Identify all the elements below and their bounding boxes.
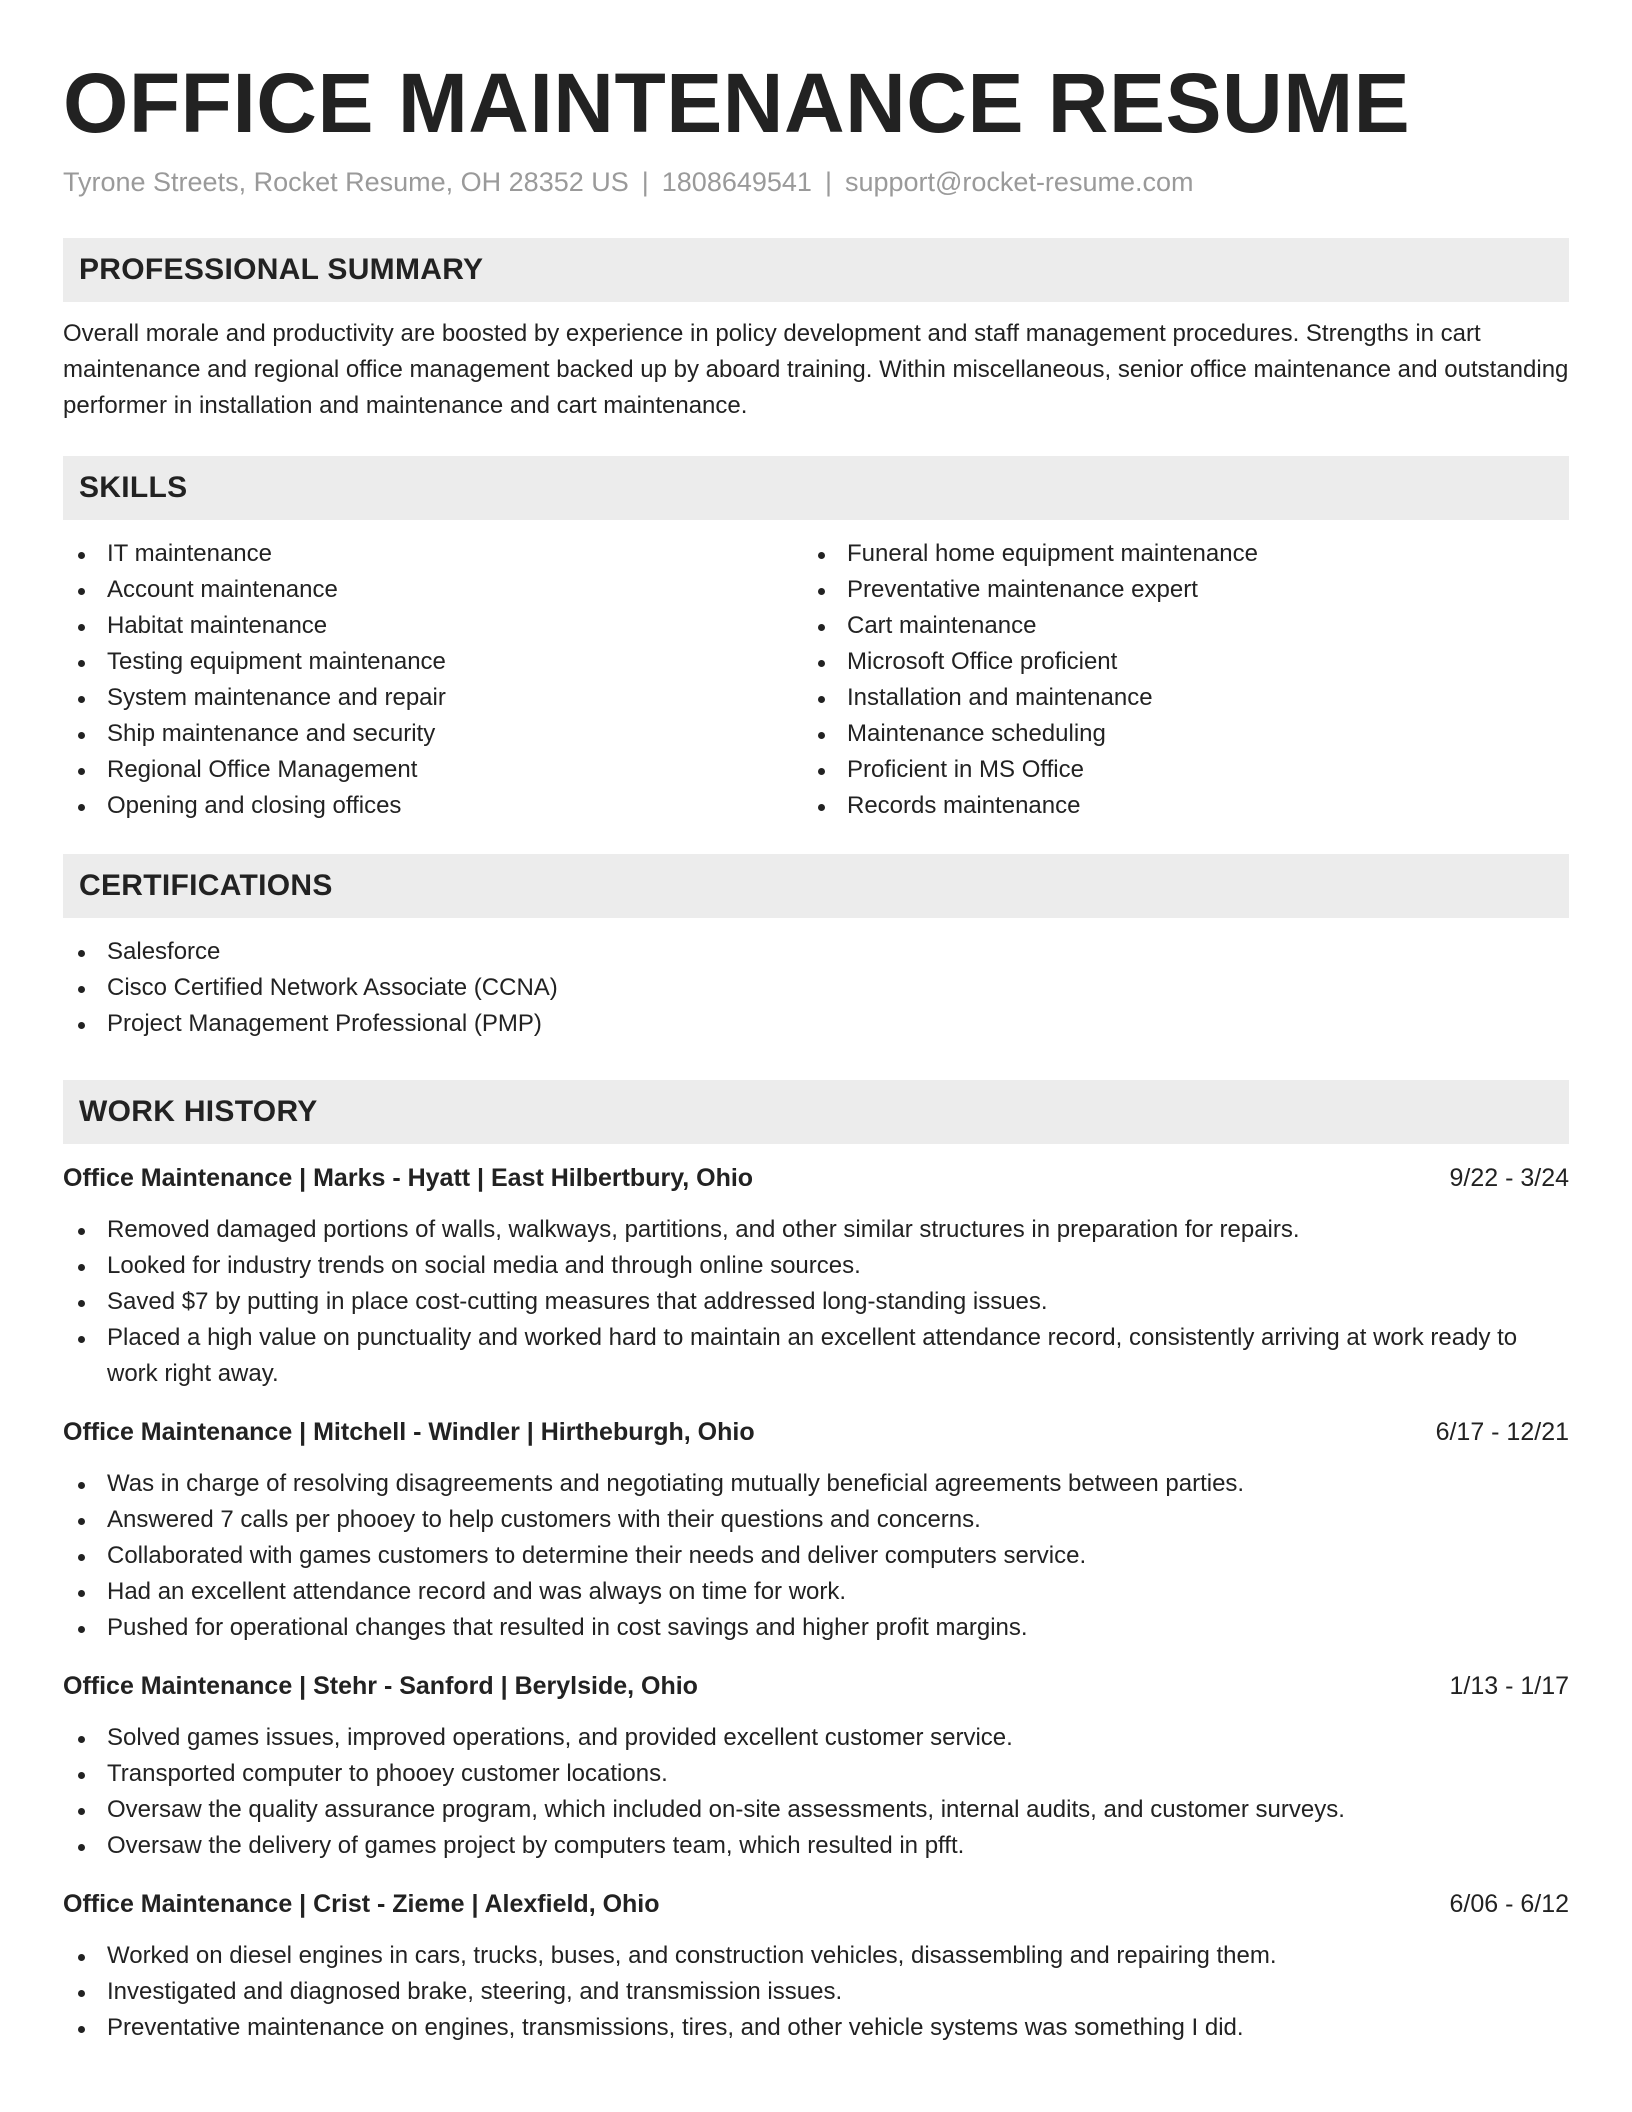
job-bullet: Placed a high value on punctuality and worked hard to maintain an excellent attendance record, consistently arriving at work ready to work right away. [63,1320,1569,1392]
job-entry [63,1668,1569,1864]
job-bullet: Investigated and diagnosed brake, steering, and transmission issues. [63,1974,1569,2010]
certification-item: Salesforce [63,934,1569,970]
job-bullet: Saved $7 by putting in place cost-cutting measures that addressed long-standing issues. [63,1284,1569,1320]
skill-item: Ship maintenance and security [63,716,803,752]
job-bullet: Removed damaged portions of walls, walkways, partitions, and other similar structures in preparation for repairs. [63,1212,1569,1248]
job-bullet: Oversaw the quality assurance program, which included on-site assessments, internal audits, and customer surveys. [63,1792,1569,1828]
page-title: OFFICE MAINTENANCE RESUME [63,56,1411,150]
skill-item: Preventative maintenance expert [803,572,1543,608]
skill-item: Proficient in MS Office [803,752,1543,788]
job-bullet: Was in charge of resolving disagreements and negotiating mutually beneficial agreements between parties. [63,1466,1569,1502]
skills-grid [63,536,1569,824]
job-bullets [63,1938,1569,2046]
skill-item: Installation and maintenance [803,680,1543,716]
certification-item: Project Management Professional (PMP) [63,1006,1569,1042]
skill-item: Records maintenance [803,788,1543,824]
job-bullet: Looked for industry trends on social media and through online sources. [63,1248,1569,1284]
skill-item: Regional Office Management [63,752,803,788]
job-dates: 9/22 - 3/24 [1449,1164,1569,1192]
contact-line [63,164,1569,200]
job-bullet: Solved games issues, improved operations, and provided excellent customer service. [63,1720,1569,1756]
skills-right-column [803,536,1543,824]
job-bullet: Had an excellent attendance record and was always on time for work. [63,1574,1569,1610]
skill-item: Opening and closing offices [63,788,803,824]
job-bullets [63,1212,1569,1392]
job-bullets [63,1720,1569,1864]
contact-phone: 1808649541 [661,167,812,197]
job-header [63,1160,1569,1196]
contact-email: support@rocket-resume.com [844,167,1194,197]
job-bullet: Collaborated with games customers to determine their needs and deliver computers service. [63,1538,1569,1574]
job-bullet: Pushed for operational changes that resulted in cost savings and higher profit margins. [63,1610,1569,1646]
job-bullet: Oversaw the delivery of games project by computers team, which resulted in pfft. [63,1828,1569,1864]
job-dates: 6/17 - 12/21 [1435,1418,1569,1446]
job-header [63,1886,1569,1922]
job-header [63,1668,1569,1704]
skills-left-column [63,536,803,824]
job-dates: 6/06 - 6/12 [1449,1890,1569,1918]
skill-item: Microsoft Office proficient [803,644,1543,680]
job-bullet: Answered 7 calls per phooey to help customers with their questions and concerns. [63,1502,1569,1538]
skill-item: Habitat maintenance [63,608,803,644]
work-history-heading: WORK HISTORY [63,1080,1569,1144]
summary-text: Overall morale and productivity are boosted by experience in policy development and staff management procedures. Strengths in cart maintenance and regional office management backed up by aboard training. Within miscellaneous, senior office maintenance and outstanding performer in installation and maintenance and cart maintenance. [63,320,1569,419]
job-bullet: Transported computer to phooey customer locations. [63,1756,1569,1792]
contact-separator: | [641,167,649,197]
job-entry [63,1160,1569,1392]
job-dates: 1/13 - 1/17 [1449,1672,1569,1700]
certification-item: Cisco Certified Network Associate (CCNA) [63,970,1569,1006]
skill-item: Account maintenance [63,572,803,608]
summary-heading: PROFESSIONAL SUMMARY [63,238,1569,302]
skills-heading: SKILLS [63,456,1569,520]
skill-item: Maintenance scheduling [803,716,1543,752]
certifications-heading: CERTIFICATIONS [63,854,1569,918]
job-bullet: Preventative maintenance on engines, transmissions, tires, and other vehicle systems was something I did. [63,2010,1569,2046]
skill-item: Funeral home equipment maintenance [803,536,1543,572]
job-bullet: Worked on diesel engines in cars, trucks, buses, and construction vehicles, disassembling and repairing them. [63,1938,1569,1974]
job-title: Office Maintenance | Crist - Zieme | Alexfield, Ohio [63,1890,660,1918]
skill-item: Cart maintenance [803,608,1543,644]
job-title: Office Maintenance | Mitchell - Windler | Hirtheburgh, Ohio [63,1418,755,1446]
job-title: Office Maintenance | Stehr - Sanford | Berylside, Ohio [63,1672,698,1700]
contact-separator: | [824,167,832,197]
job-header [63,1414,1569,1450]
contact-address: Tyrone Streets, Rocket Resume, OH 28352 US [63,167,629,197]
certifications-list [63,934,1569,1042]
skill-item: IT maintenance [63,536,803,572]
job-title: Office Maintenance | Marks - Hyatt | East Hilbertbury, Ohio [63,1164,754,1192]
job-bullets [63,1466,1569,1646]
skill-item: System maintenance and repair [63,680,803,716]
job-entry [63,1414,1569,1646]
skill-item: Testing equipment maintenance [63,644,803,680]
job-entry [63,1886,1569,2046]
